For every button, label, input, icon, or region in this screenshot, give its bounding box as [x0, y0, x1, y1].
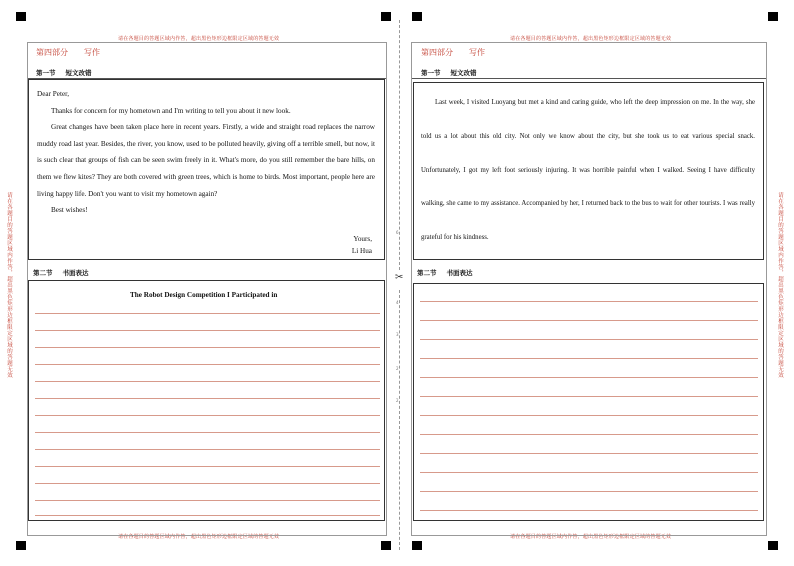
writing-line [35, 398, 380, 399]
section-number: 第二节 [33, 269, 53, 277]
section-label: 短文改错 [65, 69, 92, 77]
answer-area-notice: 请在各题目的答题区域内作答，超出黑色矩形边框限定区域的答题无效 [118, 534, 280, 540]
writing-line [420, 510, 758, 511]
letter-paragraph: Great changes have been taken place here in recent years. Firstly, a wide and straight road replaces the narrow muddy road last year. Besides, the river, you know, used to be polluted heavily, giving off a terrible smell, but now, it is such clear that groups of fish can be seen swim freely in it. What's more, do you still remember the bare hills, on them we flew kites? They are both covered with green trees, which is home to birds. Most important, people here are living happy life. Don't you want to visit my hometown again? [37, 123, 375, 198]
left-section2-heading [33, 268, 89, 277]
registration-mark [412, 12, 422, 21]
section-label: 书面表达 [62, 269, 89, 277]
part-label: 写作 [84, 48, 100, 57]
section-label: 短文改错 [450, 69, 477, 77]
registration-mark [768, 12, 778, 21]
writing-line [35, 432, 380, 433]
letter-text [37, 86, 375, 219]
margin-tick: 3 [396, 332, 399, 337]
section-number: 第一节 [36, 69, 56, 77]
letter-signature [330, 233, 374, 257]
answer-area-notice: 请在各题目的答题区域内作答，超出黑色矩形边框限定区域的答题无效 [510, 36, 672, 42]
margin-tick: 2 [396, 398, 399, 403]
letter-paragraph: Best wishes! [51, 206, 88, 215]
answer-area-notice: 请在各题目的答题区域内作答，超出黑色矩形边框限定区域的答题无效 [118, 36, 280, 42]
left-section1-heading [36, 68, 92, 77]
registration-mark [412, 541, 422, 550]
writing-line [420, 453, 758, 454]
registration-mark [381, 12, 391, 21]
divider [412, 78, 766, 79]
writing-line [35, 330, 380, 331]
side-notice: 请在各题目的答题区域内作答，超出黑色矩形边框限定区域的答题无效 [6, 192, 12, 378]
scissors-icon: ✂ [395, 272, 404, 283]
side-notice: 请在各题目的答题区域内作答，超出黑色矩形边框限定区域的答题无效 [777, 192, 783, 378]
margin-tick: 6 [396, 230, 399, 235]
letter-closing: Yours, [353, 235, 372, 243]
writing-line [35, 313, 380, 314]
registration-mark [16, 541, 26, 550]
writing-line [420, 320, 758, 321]
right-part-title [421, 47, 485, 58]
writing-line [35, 449, 380, 450]
written-expression-box [28, 280, 385, 521]
section-label: 书面表达 [446, 269, 473, 277]
section-number: 第二节 [417, 269, 437, 277]
margin-tick: 2 [396, 366, 399, 371]
margin-tick: 4 [396, 300, 399, 305]
writing-line [420, 358, 758, 359]
right-section1-heading [421, 68, 477, 77]
answer-area-notice: 请在各题目的答题区域内作答，超出黑色矩形边框限定区域的答题无效 [510, 534, 672, 540]
writing-line [35, 500, 380, 501]
essay-title: The Robot Design Competition I Participated in [130, 291, 278, 299]
passage-text: Last week, I visited Luoyang but met a kind and caring guide, who left the deep impression on me. In the way, she told us a lot about this old city. Not only we know about the city, but she took us to eat various special snack. Unfortunately, I got my left foot seriously injuring. It was horrible painful when I walked. Seeing I have difficulty walking, she came to my assistance. Accompanied by her, I returned back to the bus to wait for other tourists. I was really grateful for his kindness. [421, 99, 755, 242]
right-section2-heading [417, 268, 473, 277]
letter-name: Li Hua [351, 247, 372, 255]
written-expression-box [413, 283, 764, 521]
writing-line [35, 381, 380, 382]
writing-line [35, 415, 380, 416]
writing-line [35, 466, 380, 467]
part-number: 第四部分 [36, 48, 68, 57]
writing-line [35, 483, 380, 484]
writing-line [420, 415, 758, 416]
section-number: 第一节 [421, 69, 441, 77]
fold-line [399, 20, 400, 270]
writing-line [420, 339, 758, 340]
registration-mark [16, 12, 26, 21]
writing-line [420, 396, 758, 397]
writing-line [420, 491, 758, 492]
letter-greeting: Dear Peter, [37, 90, 70, 98]
part-number: 第四部分 [421, 48, 453, 57]
writing-line [420, 434, 758, 435]
part-label: 写作 [469, 48, 485, 57]
writing-line [420, 377, 758, 378]
left-part-title [36, 47, 100, 58]
letter-paragraph: Thanks for concern for my hometown and I'm writing to tell you about it new look. [51, 106, 291, 115]
writing-line [35, 515, 380, 516]
writing-line [35, 364, 380, 365]
writing-line [35, 347, 380, 348]
registration-mark [768, 541, 778, 550]
fold-line [399, 290, 400, 550]
writing-line [420, 472, 758, 473]
registration-mark [381, 541, 391, 550]
writing-line [420, 301, 758, 302]
